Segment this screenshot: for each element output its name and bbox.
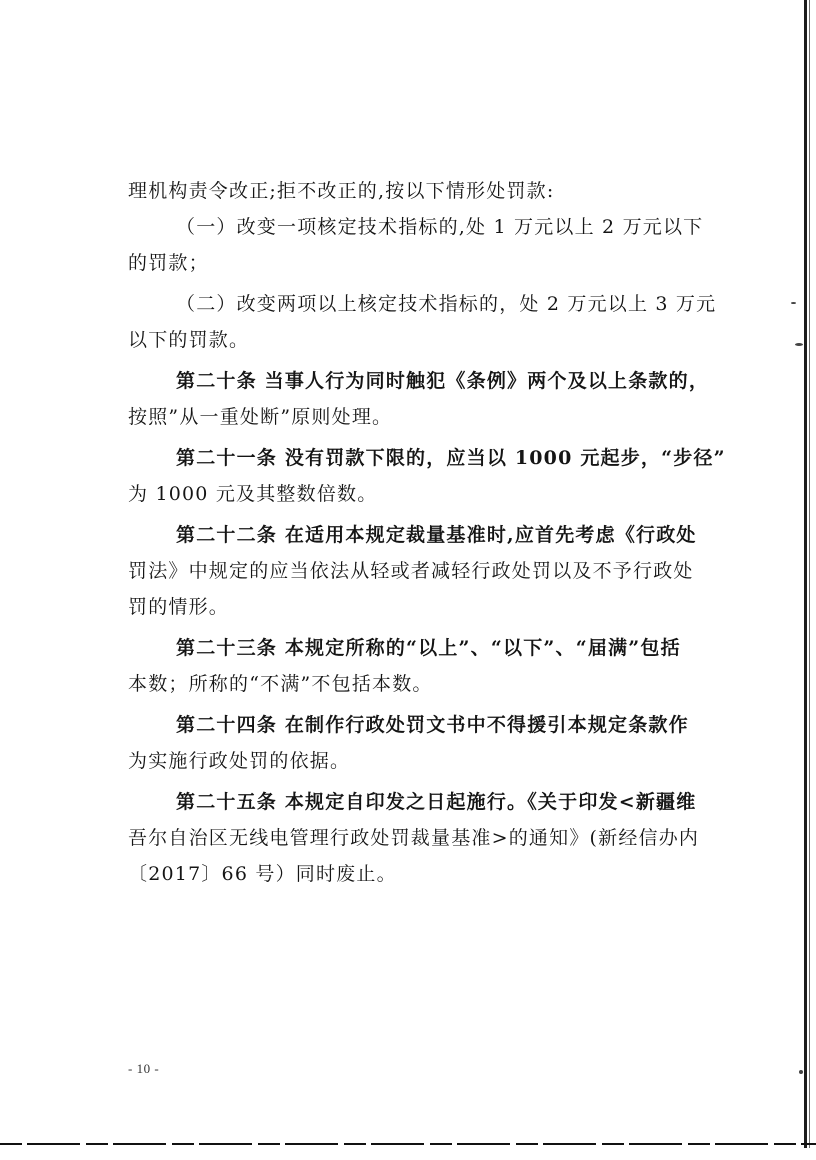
text-line: 〔2017〕66 号）同时废止。 xyxy=(128,863,397,885)
scan-edge-right xyxy=(804,0,807,1148)
text-line: （一）改变一项核定技术指标的,处 1 万元以上 2 万元以下 xyxy=(176,216,704,238)
page-number: - 10 - xyxy=(128,1061,160,1076)
text-line: （二）改变两项以上核定技术指标的，处 2 万元以上 3 万元 xyxy=(176,293,717,315)
scan-edge-bottom xyxy=(0,1143,816,1145)
article-21: 第二十一条 没有罚款下限的，应当以 1000 元起步，“步径” xyxy=(176,447,726,469)
text-line: 理机构责令改正;拒不改正的,按以下情形处罚款: xyxy=(128,180,555,202)
article-24: 第二十四条 在制作行政处罚文书中不得援引本规定条款作 xyxy=(176,714,689,736)
article-20: 第二十条 当事人行为同时触犯《条例》两个及以上条款的， xyxy=(176,370,710,392)
text-line: 的罚款； xyxy=(128,252,209,274)
scan-speck xyxy=(795,343,803,346)
scan-speck xyxy=(799,1070,803,1074)
text-line: 以下的罚款。 xyxy=(128,329,250,351)
text-line: 为 1000 元及其整数倍数。 xyxy=(128,483,378,505)
text-line: 罚的情形。 xyxy=(128,596,230,618)
article-25: 第二十五条 本规定自印发之日起施行。《关于印发<新疆维 xyxy=(176,791,697,813)
document-body xyxy=(128,180,724,885)
article-22: 第二十二条 在适用本规定裁量基准时,应首先考虑《行政处 xyxy=(176,524,697,546)
text-line: 吾尔自治区无线电管理行政处罚裁量基准>的通知》(新经信办内 xyxy=(128,827,700,849)
text-line: 为实施行政处罚的依据。 xyxy=(128,750,351,772)
article-23: 第二十三条 本规定所称的“以上”、“以下”、“届满”包括 xyxy=(176,637,681,659)
scan-edge-right-secondary xyxy=(809,0,810,1148)
scan-speck xyxy=(791,302,796,304)
text-line: 罚法》中规定的应当依法从轻或者减轻行政处罚以及不予行政处 xyxy=(128,560,694,582)
text-line: 本数；所称的“不满”不包括本数。 xyxy=(128,673,433,695)
text-line: 按照”从一重处断”原则处理。 xyxy=(128,406,393,428)
